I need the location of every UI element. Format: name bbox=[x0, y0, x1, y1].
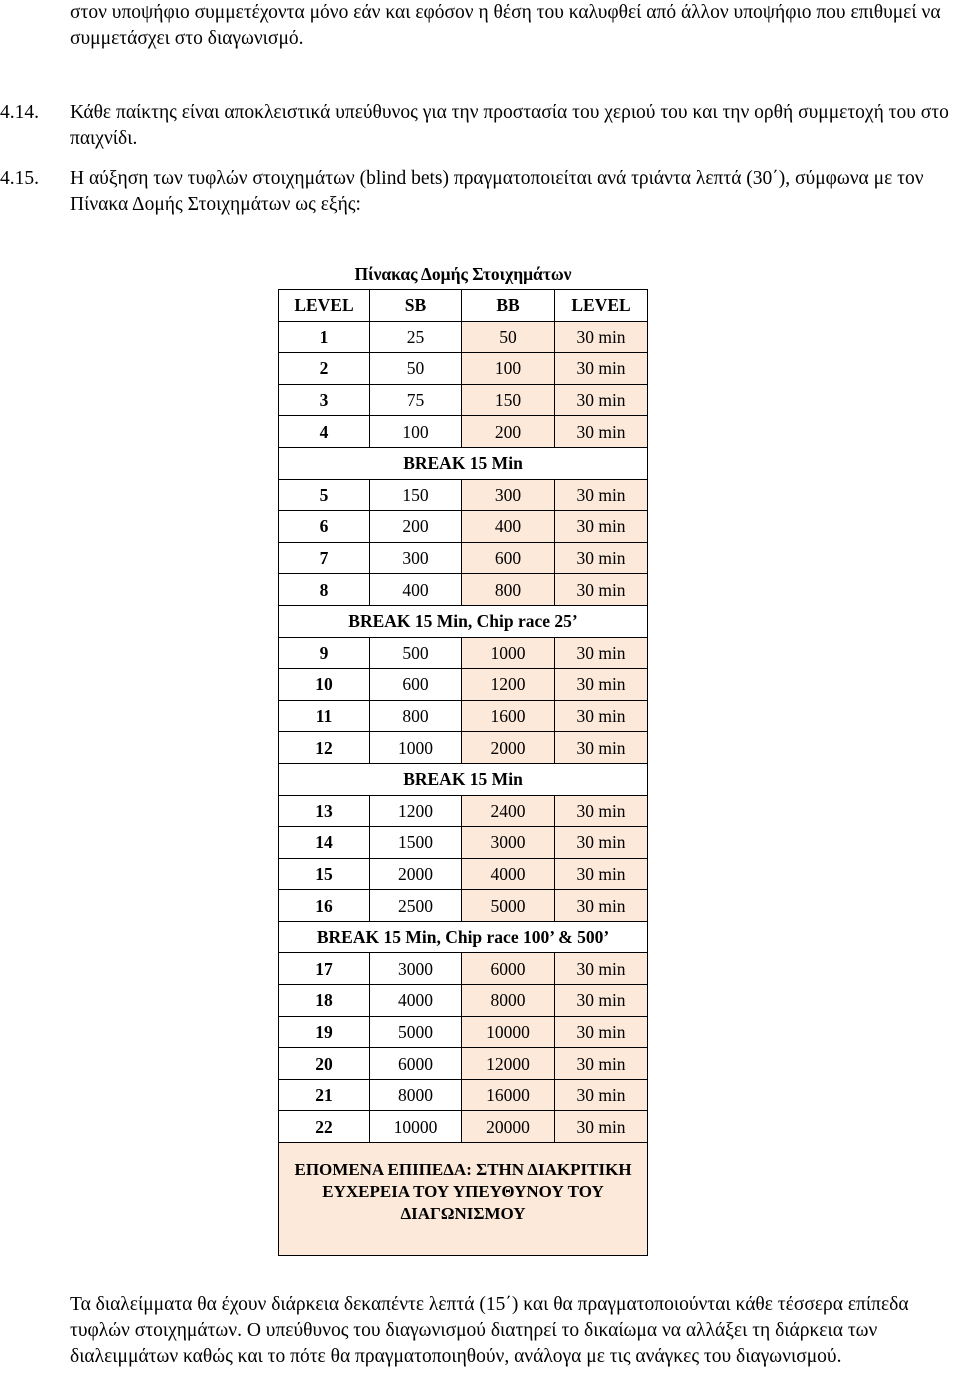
cell-bb: 800 bbox=[462, 574, 555, 606]
cell-duration: 30 min bbox=[555, 1048, 648, 1080]
table-row bbox=[279, 700, 648, 732]
cell-duration: 30 min bbox=[555, 985, 648, 1017]
table-caption: Πίνακας Δομής Στοιχημάτων bbox=[354, 263, 572, 284]
cell-duration: 30 min bbox=[555, 574, 648, 606]
cell-bb: 2400 bbox=[462, 795, 555, 827]
cell-level: 7 bbox=[279, 542, 370, 574]
cell-duration: 30 min bbox=[555, 1016, 648, 1048]
cell-level: 5 bbox=[279, 479, 370, 511]
table-row bbox=[279, 321, 648, 353]
cell-sb: 100 bbox=[370, 416, 462, 448]
cell-sb: 25 bbox=[370, 321, 462, 353]
cell-bb: 1200 bbox=[462, 669, 555, 701]
cell-sb: 5000 bbox=[370, 1016, 462, 1048]
cell-bb: 100 bbox=[462, 353, 555, 385]
intro-paragraph: στον υποψήφιο συμμετέχοντα μόνο εάν και εφόσον η θέση του καλυφθεί από άλλον υποψήφιο που επιθυμεί να συμμετάσχει στο διαγωνισμό. bbox=[70, 2, 941, 49]
table-row bbox=[279, 384, 648, 416]
column-header-level: LEVEL bbox=[279, 290, 370, 322]
column-header-duration: LEVEL bbox=[555, 290, 648, 322]
table-row bbox=[279, 542, 648, 574]
cell-duration: 30 min bbox=[555, 1079, 648, 1111]
cell-bb: 8000 bbox=[462, 985, 555, 1017]
cell-level: 15 bbox=[279, 858, 370, 890]
cell-level: 17 bbox=[279, 953, 370, 985]
table-row bbox=[279, 479, 648, 511]
cell-level: 20 bbox=[279, 1048, 370, 1080]
cell-duration: 30 min bbox=[555, 637, 648, 669]
table-row bbox=[279, 669, 648, 701]
cell-sb: 50 bbox=[370, 353, 462, 385]
cell-duration: 30 min bbox=[555, 669, 648, 701]
cell-sb: 3000 bbox=[370, 953, 462, 985]
cell-sb: 500 bbox=[370, 637, 462, 669]
table-row bbox=[279, 637, 648, 669]
cell-sb: 600 bbox=[370, 669, 462, 701]
table-row bbox=[279, 827, 648, 859]
table-row bbox=[279, 1079, 648, 1111]
cell-level: 3 bbox=[279, 384, 370, 416]
cell-level: 9 bbox=[279, 637, 370, 669]
blind-structure-table bbox=[278, 258, 648, 1256]
table-row bbox=[279, 985, 648, 1017]
break-row bbox=[279, 447, 648, 479]
cell-sb: 400 bbox=[370, 574, 462, 606]
break-label: BREAK 15 Min, Chip race 100’ & 500’ bbox=[279, 921, 648, 953]
table-row bbox=[279, 574, 648, 606]
cell-sb: 8000 bbox=[370, 1079, 462, 1111]
cell-level: 19 bbox=[279, 1016, 370, 1048]
break-row bbox=[279, 921, 648, 953]
cell-bb: 1000 bbox=[462, 637, 555, 669]
rule-text: Η αύξηση των τυφλών στοιχημάτων (blind bets) πραγματοποιείται ανά τριάντα λεπτά (30΄), σύμφωνα με τον Πίνακα Δομής Στοιχημάτων ως εξής: bbox=[70, 168, 924, 215]
cell-bb: 4000 bbox=[462, 858, 555, 890]
cell-bb: 150 bbox=[462, 384, 555, 416]
cell-bb: 3000 bbox=[462, 827, 555, 859]
cell-level: 14 bbox=[279, 827, 370, 859]
break-row bbox=[279, 605, 648, 637]
cell-duration: 30 min bbox=[555, 795, 648, 827]
cell-duration: 30 min bbox=[555, 858, 648, 890]
cell-duration: 30 min bbox=[555, 700, 648, 732]
cell-sb: 800 bbox=[370, 700, 462, 732]
cell-bb: 300 bbox=[462, 479, 555, 511]
cell-sb: 1000 bbox=[370, 732, 462, 764]
break-label: BREAK 15 Min, Chip race 25’ bbox=[279, 605, 648, 637]
cell-level: 10 bbox=[279, 669, 370, 701]
cell-duration: 30 min bbox=[555, 890, 648, 922]
cell-bb: 5000 bbox=[462, 890, 555, 922]
cell-duration: 30 min bbox=[555, 1111, 648, 1143]
cell-bb: 10000 bbox=[462, 1016, 555, 1048]
cell-duration: 30 min bbox=[555, 384, 648, 416]
cell-level: 1 bbox=[279, 321, 370, 353]
cell-bb: 2000 bbox=[462, 732, 555, 764]
cell-bb: 12000 bbox=[462, 1048, 555, 1080]
cell-level: 8 bbox=[279, 574, 370, 606]
cell-sb: 300 bbox=[370, 542, 462, 574]
cell-level: 13 bbox=[279, 795, 370, 827]
cell-level: 21 bbox=[279, 1079, 370, 1111]
closing-paragraph: Τα διαλείμματα θα έχουν διάρκεια δεκαπέντε λεπτά (15΄) και θα πραγματοποιούνται κάθε τέσσερα επίπεδα τυφλών στοιχημάτων. Ο υπεύθυνος του διαγωνισμού διατηρεί το δικαίωμα να αλλάξει τη διάρκεια των διαλειμμάτων καθώς και το πότε θα πραγματοποιηθούν, ανάλογα με τις ανάγκες του διαγωνισμού. bbox=[70, 1294, 909, 1367]
next-levels-note-row bbox=[279, 1143, 648, 1256]
cell-duration: 30 min bbox=[555, 321, 648, 353]
rule-text: Κάθε παίκτης είναι αποκλειστικά υπεύθυνος για την προστασία του χεριού του και την ορθή συμμετοχή του στο παιχνίδι. bbox=[70, 102, 949, 149]
cell-duration: 30 min bbox=[555, 511, 648, 543]
cell-sb: 2500 bbox=[370, 890, 462, 922]
column-header-bb: BB bbox=[462, 290, 555, 322]
table-row bbox=[279, 890, 648, 922]
table-row bbox=[279, 353, 648, 385]
table-row bbox=[279, 1111, 648, 1143]
cell-duration: 30 min bbox=[555, 827, 648, 859]
cell-sb: 4000 bbox=[370, 985, 462, 1017]
cell-sb: 10000 bbox=[370, 1111, 462, 1143]
cell-bb: 6000 bbox=[462, 953, 555, 985]
cell-bb: 400 bbox=[462, 511, 555, 543]
table-row bbox=[279, 511, 648, 543]
cell-sb: 75 bbox=[370, 384, 462, 416]
cell-level: 2 bbox=[279, 353, 370, 385]
cell-level: 16 bbox=[279, 890, 370, 922]
break-row bbox=[279, 763, 648, 795]
cell-level: 12 bbox=[279, 732, 370, 764]
cell-level: 11 bbox=[279, 700, 370, 732]
cell-sb: 1200 bbox=[370, 795, 462, 827]
cell-sb: 2000 bbox=[370, 858, 462, 890]
break-label: BREAK 15 Min bbox=[279, 447, 648, 479]
cell-bb: 50 bbox=[462, 321, 555, 353]
cell-duration: 30 min bbox=[555, 542, 648, 574]
cell-bb: 200 bbox=[462, 416, 555, 448]
cell-duration: 30 min bbox=[555, 479, 648, 511]
cell-duration: 30 min bbox=[555, 416, 648, 448]
cell-duration: 30 min bbox=[555, 353, 648, 385]
column-header-sb: SB bbox=[370, 290, 462, 322]
cell-sb: 1500 bbox=[370, 827, 462, 859]
table-row bbox=[279, 1048, 648, 1080]
cell-bb: 16000 bbox=[462, 1079, 555, 1111]
table-row bbox=[279, 416, 648, 448]
cell-level: 18 bbox=[279, 985, 370, 1017]
next-levels-note: ΕΠΟΜΕΝΑ ΕΠΙΠΕΔΑ: ΣΤΗΝ ΔΙΑΚΡΙΤΙΚΗ ΕΥΧΕΡΕΙΑ ΤΟΥ ΥΠΕΥΘΥΝΟΥ ΤΟΥ ΔΙΑΓΩΝΙΣΜΟΥ bbox=[279, 1143, 648, 1256]
table-row bbox=[279, 953, 648, 985]
cell-level: 4 bbox=[279, 416, 370, 448]
cell-duration: 30 min bbox=[555, 953, 648, 985]
rule-number: 4.14. bbox=[0, 102, 39, 123]
cell-duration: 30 min bbox=[555, 732, 648, 764]
cell-sb: 150 bbox=[370, 479, 462, 511]
cell-sb: 6000 bbox=[370, 1048, 462, 1080]
table-row bbox=[279, 795, 648, 827]
rule-number: 4.15. bbox=[0, 168, 39, 189]
cell-level: 22 bbox=[279, 1111, 370, 1143]
cell-bb: 600 bbox=[462, 542, 555, 574]
break-label: BREAK 15 Min bbox=[279, 763, 648, 795]
cell-sb: 200 bbox=[370, 511, 462, 543]
cell-bb: 20000 bbox=[462, 1111, 555, 1143]
table-row bbox=[279, 858, 648, 890]
cell-bb: 1600 bbox=[462, 700, 555, 732]
cell-level: 6 bbox=[279, 511, 370, 543]
table-row bbox=[279, 1016, 648, 1048]
table-row bbox=[279, 732, 648, 764]
